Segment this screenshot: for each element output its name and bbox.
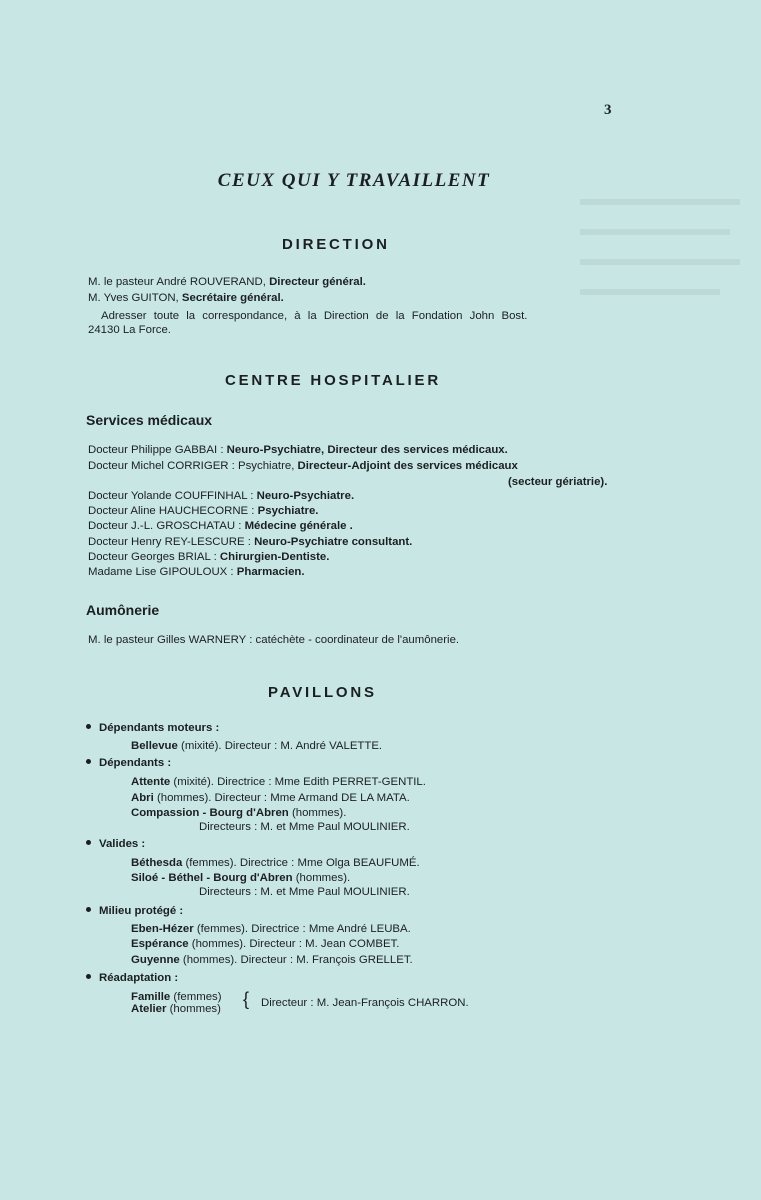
direction-role-1: Directeur général. [269,276,366,288]
staff-row [88,551,329,563]
staff-title: Neuro-Psychiatre, Directeur des services médicaux. [226,444,508,456]
pavillon-directors: Directeurs : M. et Mme Paul MOULINIER. [199,821,410,833]
pavillon-entry [131,954,413,966]
staff-row [88,566,305,578]
staff-row [88,520,353,532]
staff-name: Docteur Yolande COUFFINHAL : [88,490,254,502]
pavillon-details: (hommes). Directeur : Mme Armand DE LA MATA. [156,792,410,804]
bleed-through-text [580,192,750,345]
staff-name: Docteur Georges BRIAL : [88,551,217,563]
staff-specialty: Psychiatre, [238,460,295,472]
direction-person-1: M. le pasteur André ROUVERAND, [88,276,266,288]
bullet-icon [86,974,91,979]
staff-row [88,536,412,548]
page-number: 3 [604,102,612,118]
staff-row [88,505,318,517]
staff-name: Docteur J.-L. GROSCHATAU : [88,520,242,532]
staff-title: Médecine générale . [244,520,353,532]
bullet-icon [86,759,91,764]
staff-name: Madame Lise GIPOULOUX : [88,566,234,578]
pavillon-entry [131,991,222,1003]
aumonerie-heading: Aumônerie [86,602,160,618]
pavillon-entry [131,938,399,950]
direction-address-1: Adresser toute la correspondance, à la Direction de la Fondation John Bost. [101,310,528,322]
pavillon-details: (hommes). Directeur : M. Jean COMBET. [191,938,400,950]
staff-name: Docteur Henry REY-LESCURE : [88,536,251,548]
pavillon-entry [131,1003,221,1015]
group-label: Réadaptation : [86,972,178,984]
staff-title: Neuro-Psychiatre. [256,490,355,502]
staff-row [88,444,508,456]
brace-icon: { [243,989,250,1009]
direction-heading: DIRECTION [282,236,390,253]
pavillon-name: Siloé - Béthel - Bourg d'Abren [131,872,293,884]
group-label: Dépendants : [86,757,171,769]
pavillon-name: Guyenne [131,954,180,966]
staff-title: Psychiatre. [257,505,319,517]
staff-row [88,460,518,472]
pavillon-entry [131,857,420,869]
pavillon-details: (mixité). Directrice : Mme Edith PERRET-GENTIL. [173,776,426,788]
pavillon-name: Abri [131,792,154,804]
pavillon-directors: Directeur : M. Jean-François CHARRON. [261,997,469,1009]
pavillon-details: (hommes). [295,872,351,884]
pavillon-details: (hommes). Directeur : M. François GRELLET. [182,954,413,966]
pavillon-details: (femmes). Directrice : Mme André LEUBA. [196,923,411,935]
staff-title: Chirurgien-Dentiste. [219,551,330,563]
pavillon-entry [131,807,346,819]
direction-role-2: Secrétaire général. [181,292,284,304]
staff-note: (secteur gériatrie). [508,476,608,488]
pavillon-name: Famille [131,991,171,1003]
staff-title: Pharmacien. [236,566,305,578]
pavillon-name: Atelier [131,1003,167,1015]
direction-line-2 [88,292,284,304]
group-label: Valides : [86,838,145,850]
bullet-icon [86,724,91,729]
staff-name: Docteur Aline HAUCHECORNE : [88,505,255,517]
pavillon-details: (hommes) [169,1003,221,1015]
pavillon-entry [131,872,350,884]
pavillon-name: Espérance [131,938,189,950]
page-title: CEUX QUI Y TRAVAILLENT [217,170,491,191]
staff-name: Docteur Philippe GABBAI : [88,444,224,456]
pavillon-details: (hommes). [291,807,347,819]
pavillon-entry [131,923,411,935]
pavillon-directors: Directeurs : M. et Mme Paul MOULINIER. [199,886,410,898]
staff-name: Docteur Michel CORRIGER : [88,460,235,472]
pavillons-heading: PAVILLONS [268,684,377,701]
pavillon-name: Eben-Hézer [131,923,194,935]
pavillon-name: Béthesda [131,857,183,869]
pavillon-entry [131,740,382,752]
group-label: Milieu protégé : [86,905,183,917]
direction-address-2: 24130 La Force. [88,324,171,336]
direction-person-2: M. Yves GUITON, [88,292,179,304]
pavillon-details: (femmes) [173,991,222,1003]
pavillon-details: (femmes). Directrice : Mme Olga BEAUFUMÉ. [185,857,420,869]
services-heading: Services médicaux [86,412,213,428]
pavillon-name: Attente [131,776,171,788]
pavillon-name: Compassion - Bourg d'Abren [131,807,289,819]
group-label: Dépendants moteurs : [86,722,219,734]
centre-heading: CENTRE HOSPITALIER [225,372,441,389]
direction-line-1 [88,276,366,288]
pavillon-entry [131,792,410,804]
pavillon-name: Bellevue [131,740,178,752]
bullet-icon [86,840,91,845]
staff-title: Neuro-Psychiatre consultant. [254,536,413,548]
pavillon-details: (mixité). Directeur : M. André VALETTE. [181,740,383,752]
pavillon-entry [131,776,426,788]
staff-row [88,490,354,502]
staff-title: Directeur-Adjoint des services médicaux [297,460,518,472]
bullet-icon [86,907,91,912]
bleed-through-lines [580,192,750,342]
aumonerie-line: M. le pasteur Gilles WARNERY : catéchète - coordinateur de l'aumônerie. [88,634,460,646]
